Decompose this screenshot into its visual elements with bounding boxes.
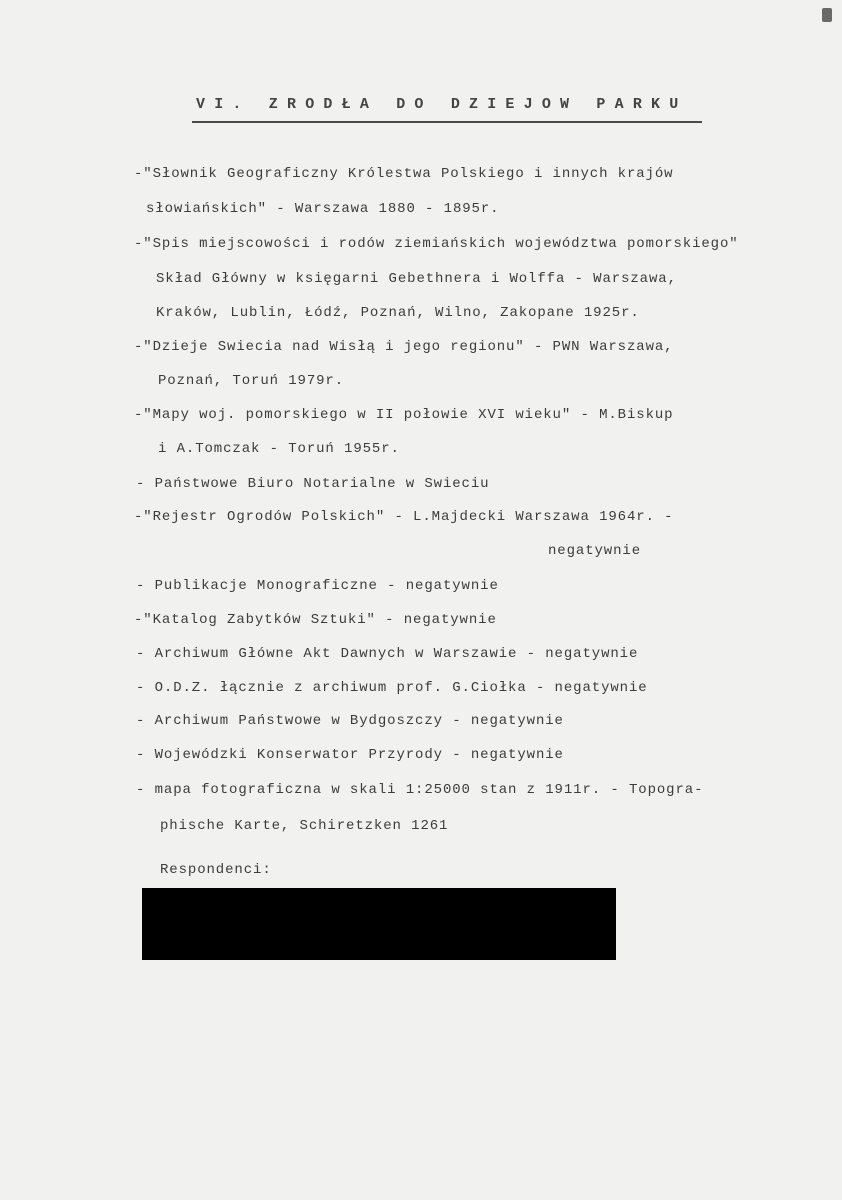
text-line: - Archiwum Państwowe w Bydgoszczy - negatywnie (136, 713, 564, 729)
text-line: słowiańskich" - Warszawa 1880 - 1895r. (146, 201, 500, 217)
text-line: - Archiwum Główne Akt Dawnych w Warszawie - negatywnie (136, 646, 639, 662)
text-line: - O.D.Z. łącznie z archiwum prof. G.Ciołka - negatywnie (136, 680, 648, 696)
text-line: - Wojewódzki Konserwator Przyrody - negatywnie (136, 747, 564, 763)
corner-mark (822, 8, 832, 22)
text-line: - Publikacje Monograficzne - negatywnie (136, 578, 499, 594)
page-title: VI. ZRODŁA DO DZIEJOW PARKU (196, 96, 688, 113)
text-line: - mapa fotograficzna w skali 1:25000 stan z 1911r. - Topogra- (136, 782, 704, 798)
text-line: - Państwowe Biuro Notarialne w Swieciu (136, 476, 490, 492)
text-line: Skład Główny w księgarni Gebethnera i Wolffa - Warszawa, (156, 271, 677, 287)
text-line: Respondenci: (160, 862, 272, 878)
title-underline (192, 121, 702, 123)
redaction-block (142, 888, 616, 960)
text-line: -"Mapy woj. pomorskiego w II połowie XVI wieku" - M.Biskup (134, 407, 674, 423)
text-line: -"Słownik Geograficzny Królestwa Polskiego i innych krajów (134, 166, 674, 182)
text-line: Poznań, Toruń 1979r. (158, 373, 345, 389)
text-line: -"Dzieje Swiecia nad Wisłą i jego regionu" - PWN Warszawa, (134, 339, 674, 355)
text-line: -"Spis miejscowości i rodów ziemiańskich województwa pomorskiego" (134, 236, 739, 252)
text-line: phische Karte, Schiretzken 1261 (160, 818, 449, 834)
text-line: negatywnie (548, 543, 642, 559)
text-line: i A.Tomczak - Toruń 1955r. (158, 441, 400, 457)
text-line: Kraków, Lublin, Łódź, Poznań, Wilno, Zakopane 1925r. (156, 305, 640, 321)
text-line: -"Rejestr Ogrodów Polskich" - L.Majdecki Warszawa 1964r. - (134, 509, 674, 525)
text-line: -"Katalog Zabytków Sztuki" - negatywnie (134, 612, 497, 628)
